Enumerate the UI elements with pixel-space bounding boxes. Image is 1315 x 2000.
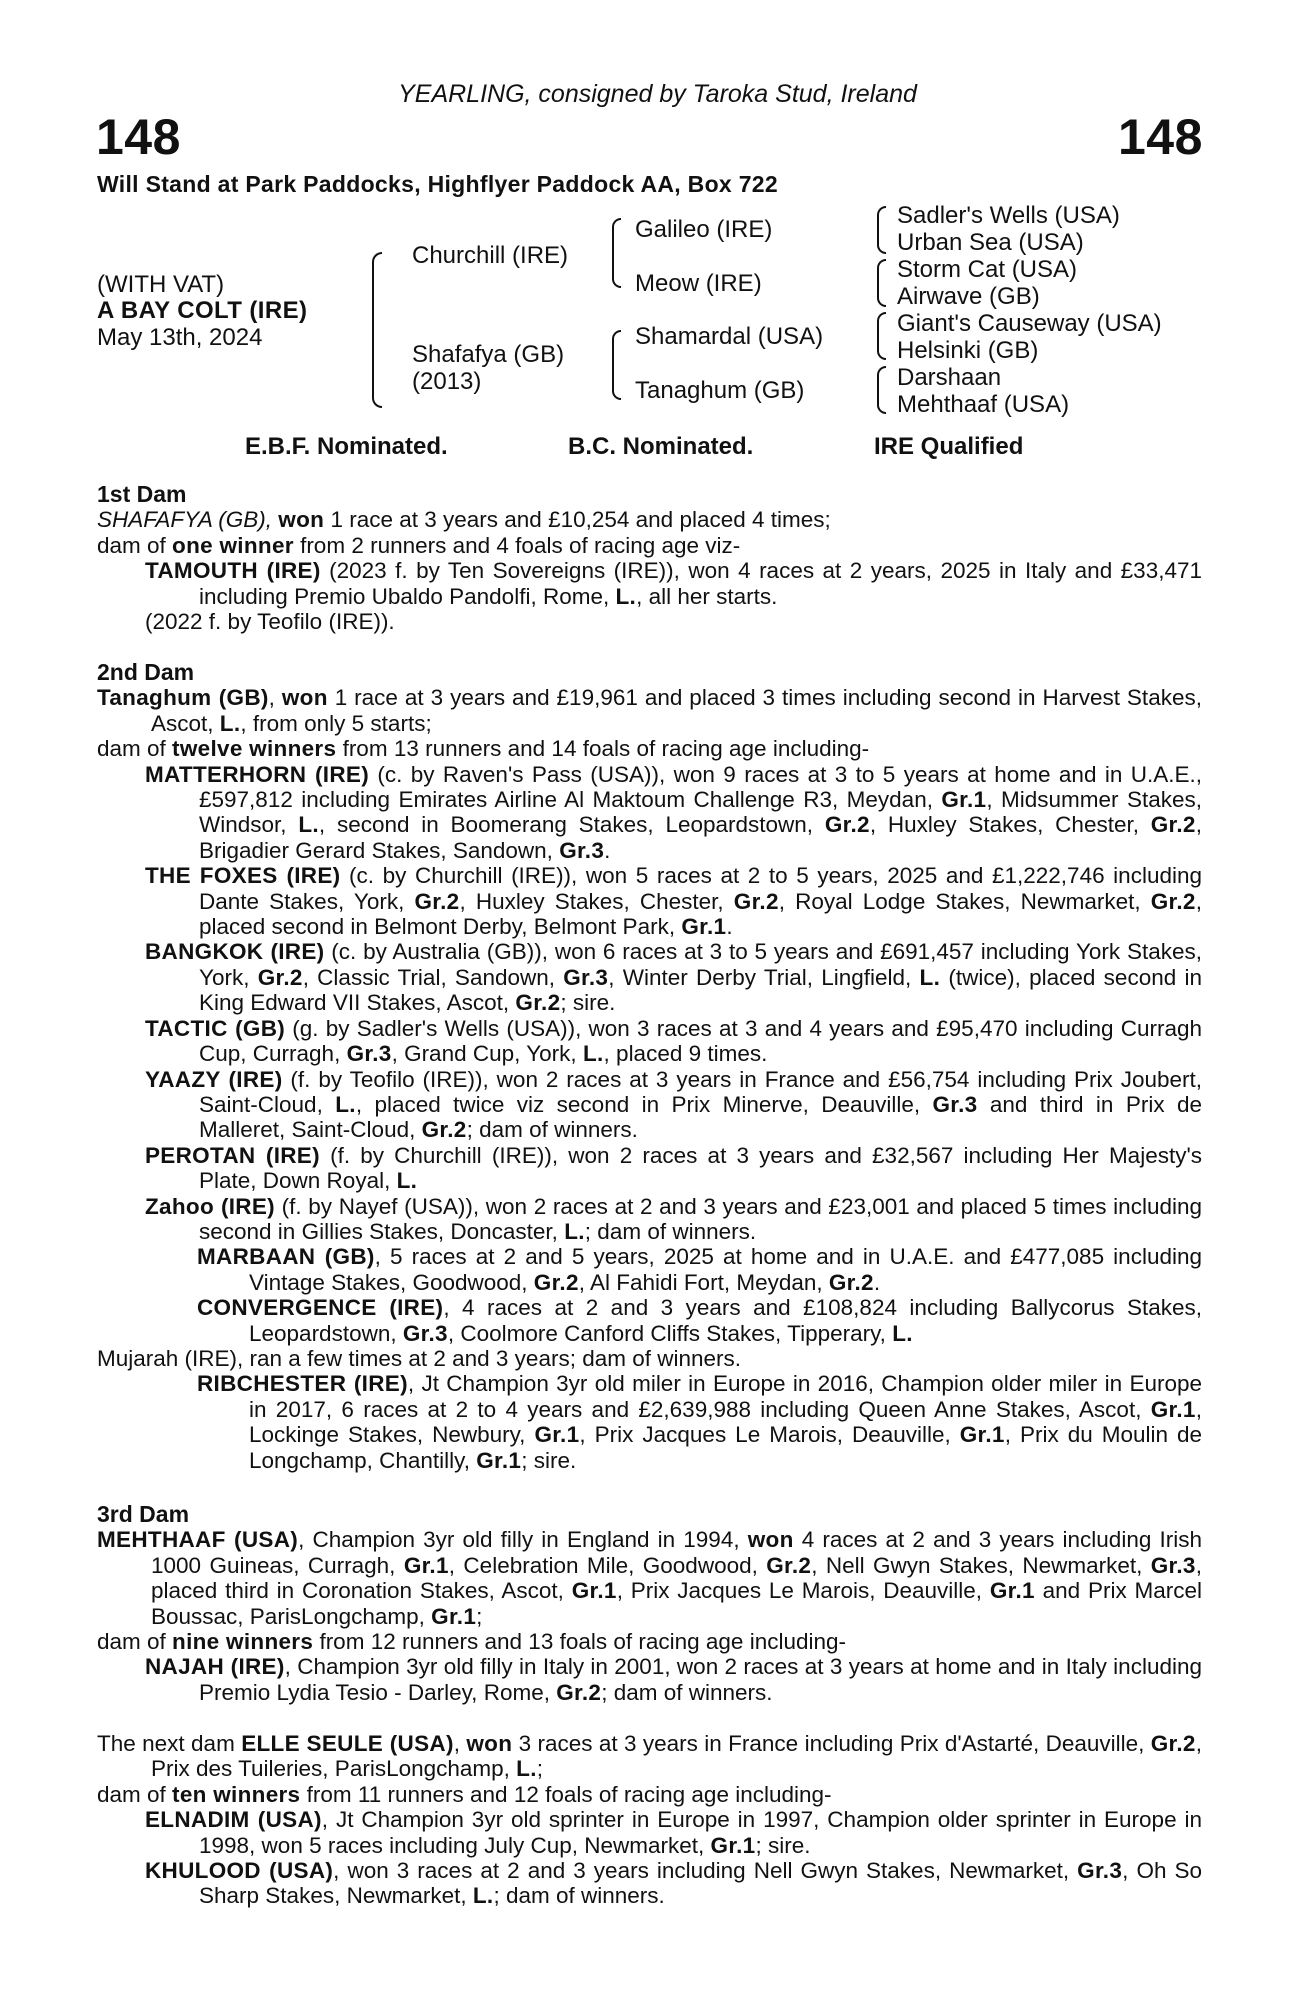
dam-sire: Shamardal (USA) [635, 323, 824, 350]
g-storm-cat: Storm Cat (USA) [897, 256, 1078, 283]
sire-dam: Meow (IRE) [635, 270, 762, 297]
consignment-line: YEARLING, consigned by Taroka Stud, Ireland [398, 80, 917, 108]
g-sadlers-wells: Sadler's Wells (USA) [897, 202, 1120, 229]
second-dam-produce: dam of twelve winners from 13 runners and 14 foals of racing age including- [97, 736, 870, 762]
second-dam-heading: 2nd Dam [97, 659, 195, 685]
g-airwave: Airwave (GB) [897, 283, 1040, 310]
third-dam-record: MEHTHAAF (USA), Champion 3yr old filly in England in 1994, won 4 races at 2 and 3 years including Irish 1000 Guineas, Curragh, Gr.1, Celebration Mile, Goodwood, Gr.2, Nell Gwyn Stakes, Newmarket, Gr.3, placed third in Coronation Stakes, Ascot, Gr.1, Prix Jacques Le Marois, Deauville, Gr.1 and Prix Marcel Boussac, ParisLongchamp, Gr.1; [97, 1527, 1202, 1629]
brace-g3 [877, 312, 886, 360]
produce-the-foxes: THE FOXES (IRE) (c. by Churchill (IRE)), won 5 races at 2 to 5 years, 2025 and £1,222,746 including Dante Stakes, York, Gr.2, Huxley Stakes, Chester, Gr.2, Royal Lodge Stakes, Newmarket, Gr.2, placed second in Belmont Derby, Belmont Park, Gr.1. [145, 863, 1202, 940]
brace-g2 [877, 259, 886, 307]
brace-sire [612, 218, 621, 288]
brace-main [372, 252, 382, 408]
produce-marbaan: MARBAAN (GB), 5 races at 2 and 5 years, 2025 at home and in U.A.E. and £477,085 including Vintage Stakes, Goodwood, Gr.2, Al Fahidi Fort, Meydan, Gr.2. [197, 1244, 1202, 1295]
next-dam-section [97, 1731, 1202, 1909]
produce-tactic: TACTIC (GB) (g. by Sadler's Wells (USA)), won 3 races at 3 and 4 years and £95,470 including Curragh Cup, Curragh, Gr.3, Grand Cup, York, L., placed 9 times. [145, 1015, 1203, 1067]
g-mehthaaf: Mehthaaf (USA) [897, 391, 1070, 418]
produce-convergence: CONVERGENCE (IRE), 4 races at 2 and 3 years and £108,824 including Ballycorus Stakes, Leopardstown, Gr.3, Coolmore Canford Cliffs Stakes, Tipperary, L. [197, 1295, 1202, 1346]
produce-perotan: PEROTAN (IRE) (f. by Churchill (IRE)), won 2 races at 3 years and £32,567 including Her Majesty's Plate, Down Royal, L. [145, 1142, 1203, 1194]
sire: Churchill (IRE) [412, 242, 569, 269]
produce-tamouth: TAMOUTH (IRE) (2023 f. by Ten Sovereigns (IRE)), won 4 races at 2 years, 2025 in Italy and £33,471 including Premio Ubaldo Pandolfi, Rome, L., all her starts. [145, 558, 1202, 609]
g-urban-sea: Urban Sea (USA) [897, 229, 1084, 256]
g-helsinki: Helsinki (GB) [897, 337, 1039, 364]
ebf-nominated: E.B.F. Nominated. [245, 433, 448, 460]
first-dam-name: SHAFAFYA (GB), [97, 507, 273, 533]
first-dam-record: SHAFAFYA (GB), won 1 race at 3 years and £10,254 and placed 4 times; [97, 507, 831, 533]
lot-number-right: 148 [1118, 109, 1203, 165]
bc-nominated: B.C. Nominated. [568, 433, 754, 460]
third-dam-produce: dam of nine winners from 12 runners and 13 foals of racing age including- [97, 1629, 847, 1655]
produce-ribchester: RIBCHESTER (IRE), Jt Champion 3yr old miler in Europe in 2016, Champion older miler in Europe in 2017, 6 races at 2 to 4 years and £2,639,988 including Queen Anne Stakes, Ascot, Gr.1, Lockinge Stakes, Newbury, Gr.1, Prix Jacques Le Marois, Deauville, Gr.1, Prix du Moulin de Longchamp, Chantilly, Gr.1; sire. [197, 1371, 1203, 1473]
produce-elnadim: ELNADIM (USA), Jt Champion 3yr old sprinter in Europe in 1997, Champion older sprinter in Europe in 1998, won 5 races including July Cup, Newmarket, Gr.1; sire. [145, 1807, 1202, 1858]
brace-dam [612, 330, 621, 400]
produce-matterhorn: MATTERHORN (IRE) (c. by Raven's Pass (USA)), won 9 races at 3 to 5 years at home and in U.A.E., £597,812 including Emirates Airline Al Maktoum Challenge R3, Meydan, Gr.1, Midsummer Stakes, Windsor, L., second in Boomerang Stakes, Leopardstown, Gr.2, Huxley Stakes, Chester, Gr.2, Brigadier Gerard Stakes, Sandown, Gr.3. [145, 761, 1202, 863]
second-dam-record: Tanaghum (GB), won 1 race at 3 years and £19,961 and placed 3 times including second in Harvest Stakes, Ascot, L., from only 5 starts; [97, 685, 1202, 736]
first-dam-heading: 1st Dam [97, 481, 187, 507]
first-dam-section [97, 482, 1202, 634]
produce-bangkok: BANGKOK (IRE) (c. by Australia (GB)), won 6 races at 3 to 5 years and £691,457 including York Stakes, York, Gr.2, Classic Trial, Sandown, Gr.3, Winter Derby Trial, Lingfield, L. (twice), placed second in King Edward VII Stakes, Ascot, Gr.2; sire. [145, 939, 1202, 1016]
sire-sire: Galileo (IRE) [635, 216, 773, 243]
ire-qualified: IRE Qualified [874, 433, 1024, 460]
g-giants-causeway: Giant's Causeway (USA) [897, 310, 1162, 337]
produce-khulood: KHULOOD (USA), won 3 races at 2 and 3 years including Nell Gwyn Stakes, Newmarket, Gr.3, Oh So Sharp Stakes, Newmarket, L.; dam of winners. [145, 1858, 1203, 1909]
next-dam-record: The next dam ELLE SEULE (USA), won 3 races at 3 years in France including Prix d'Astarté, Deauville, Gr.2, Prix des Tuileries, ParisLongchamp, L.; [97, 1731, 1202, 1782]
lot-number-left: 148 [96, 109, 181, 165]
dam-dam: Tanaghum (GB) [635, 377, 805, 404]
first-dam-produce: dam of one winner from 2 runners and 4 foals of racing age viz- [97, 532, 741, 558]
second-dam-section [97, 660, 1202, 1473]
brace-g1 [877, 206, 886, 254]
next-dam-produce: dam of ten winners from 11 runners and 12 foals of racing age including- [97, 1781, 832, 1807]
vat-note: (WITH VAT) [97, 271, 225, 298]
produce-zahoo: Zahoo (IRE) (f. by Nayef (USA)), won 2 races at 2 and 3 years and £23,001 and placed 5 times including second in Gillies Stakes, Doncaster, L.; dam of winners. [145, 1193, 1202, 1244]
produce-2022-filly: (2022 f. by Teofilo (IRE)). [145, 609, 395, 635]
produce-mujarah: Mujarah (IRE), ran a few times at 2 and 3 years; dam of winners. [97, 1345, 742, 1371]
brace-g4 [877, 366, 886, 414]
third-dam-section [97, 1502, 1202, 1705]
produce-yaazy: YAAZY (IRE) (f. by Teofilo (IRE)), won 2 races at 3 years in France and £56,754 including Prix Joubert, Saint-Cloud, L., placed twice viz second in Prix Minerve, Deauville, Gr.3 and third in Prix de Malleret, Saint-Cloud, Gr.2; dam of winners. [145, 1066, 1203, 1143]
third-dam-heading: 3rd Dam [97, 1501, 190, 1527]
stand-location: Will Stand at Park Paddocks, Highflyer Paddock AA, Box 722 [97, 171, 778, 197]
produce-najah: NAJAH (IRE), Champion 3yr old filly in Italy in 2001, won 2 races at 3 years at home and in Italy including Premio Lydia Tesio - Darley, Rome, Gr.2; dam of winners. [145, 1654, 1202, 1705]
g-darshaan: Darshaan [897, 364, 1002, 391]
dam: Shafafya (GB) [412, 341, 565, 368]
dam-year: (2013) [412, 368, 482, 395]
horse-name: A BAY COLT (IRE) [97, 297, 308, 324]
horse-dob: May 13th, 2024 [97, 324, 263, 351]
